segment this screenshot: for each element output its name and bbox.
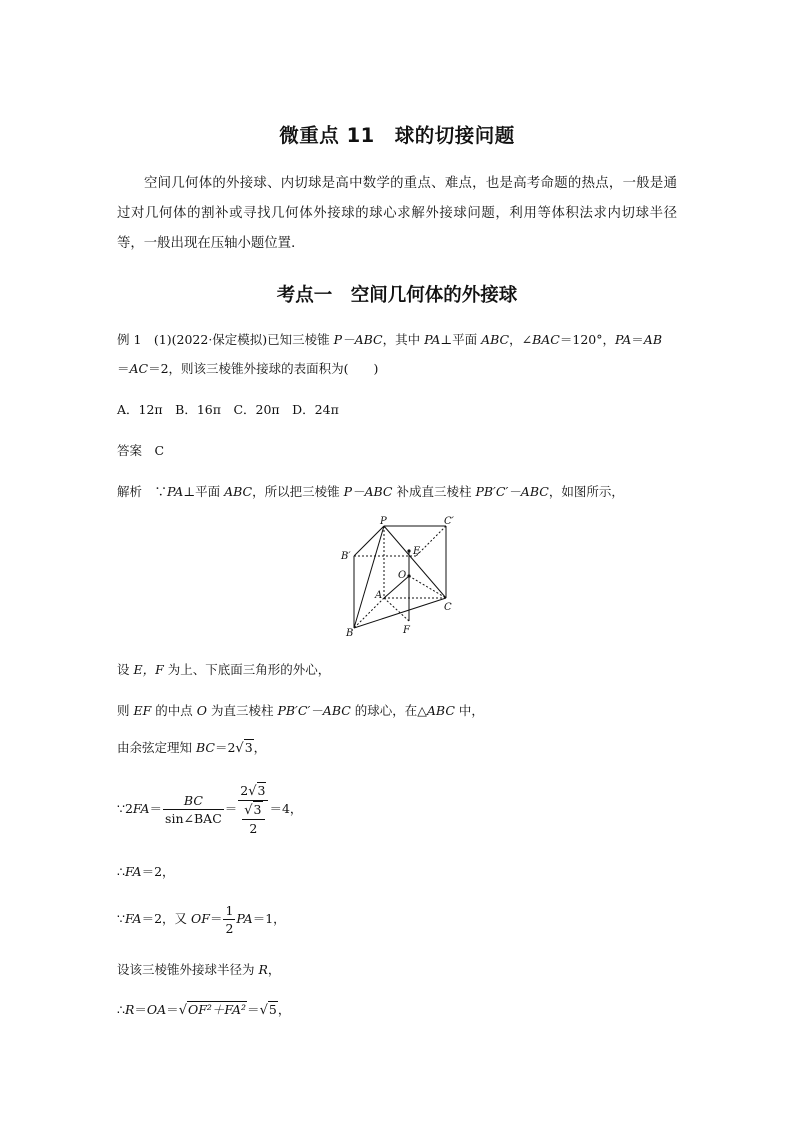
solution-line-8 (117, 960, 280, 978)
answer-label: 答案 (117, 443, 143, 458)
math-ef: EF (133, 703, 152, 718)
label-a: A (375, 590, 383, 601)
text: ， (253, 740, 267, 755)
solution-line-7 (117, 902, 286, 937)
text: 的球心，在△ (350, 703, 427, 718)
math-abc: ABC (426, 703, 455, 718)
math-pabc: P－ABC (333, 332, 383, 347)
text: 的中点 (151, 703, 197, 718)
text: 中， (454, 703, 484, 718)
solution-line-1 (117, 482, 624, 500)
fraction-inner (242, 801, 264, 837)
prism-figure (336, 516, 462, 640)
page-title: 微重点 11 球的切接问题 (279, 124, 515, 147)
fraction-numerator (238, 782, 268, 801)
math-oa: OA (146, 1002, 167, 1017)
fraction-denominator: sin∠BAC (165, 811, 222, 826)
text: ＝1， (252, 911, 286, 926)
sqrt-radicand: 5 (268, 1002, 277, 1017)
math-pa: PA (236, 911, 253, 926)
sqrt-radicand: 3 (257, 783, 266, 798)
text: ，其中 (382, 332, 425, 347)
fraction-complex (238, 782, 268, 837)
text: ，∠ (509, 332, 533, 347)
text: ＝2， (141, 864, 175, 879)
text: ⊥平面 (183, 484, 225, 499)
text: ∴ (117, 1002, 125, 1017)
text: ∴ (117, 864, 125, 879)
math-prism: PB′C′－ABC (277, 703, 351, 718)
text: 为直三棱柱 (207, 703, 278, 718)
answer-value: C (154, 443, 165, 458)
math-abc: ABC (224, 484, 253, 499)
math-fa: FA (124, 864, 142, 879)
text: ＝ (209, 911, 223, 926)
math-abc: ABC (481, 332, 510, 347)
label-c: C (444, 602, 452, 613)
text: ＝4， (269, 801, 303, 816)
solution-line-5 (117, 782, 302, 837)
point-o (407, 574, 410, 577)
solution-label: 解析 (117, 484, 143, 499)
solution-line-9 (117, 1000, 290, 1018)
solution-line-6 (117, 862, 175, 880)
math-bc: BC (195, 740, 215, 755)
sqrt-symbol: √ (178, 1003, 187, 1018)
text: 设该三棱锥外接球半径为 (117, 962, 259, 977)
sqrt-symbol: √ (244, 803, 253, 818)
sqrt-radicand: 3 (244, 740, 253, 755)
solution-line-4 (117, 738, 266, 756)
math-r: R (258, 962, 268, 977)
text: ＝ (134, 1002, 147, 1017)
label-f: F (403, 625, 410, 636)
text: ∵ (154, 484, 168, 499)
text: ＝ (117, 361, 130, 376)
example-line-2 (117, 359, 378, 377)
label-b: B (346, 628, 354, 639)
text: ＝2 (214, 740, 236, 755)
math-pa: PA (424, 332, 441, 347)
text: ， (267, 962, 281, 977)
math-ab: AB (643, 332, 663, 347)
math-of: OF (191, 911, 210, 926)
text: 设 (117, 662, 134, 677)
text: ＝120°， (559, 332, 615, 347)
text: ＝2，又 (141, 911, 192, 926)
fraction-denominator: 2 (249, 821, 258, 836)
sqrt-symbol: √ (259, 1003, 268, 1018)
math-o: O (196, 703, 207, 718)
math-r: R (124, 1002, 135, 1017)
text: ＝ (149, 801, 163, 816)
text: ＝ (224, 801, 238, 816)
text: ⊥平面 (440, 332, 482, 347)
text: ∵2 (117, 801, 133, 816)
sqrt-radicand: OF²＋FA² (187, 1002, 247, 1017)
fraction-bc-sin (163, 792, 224, 827)
math-pa: PA (167, 484, 184, 499)
math-fa: FA (124, 911, 142, 926)
text: ＝ (631, 332, 644, 347)
math-pa: PA (614, 332, 632, 347)
sqrt-symbol: √ (248, 784, 257, 799)
text: ，如图所示， (548, 484, 624, 499)
intro-paragraph: 空间几何体的外接球、内切球是高中数学的重点、难点，也是高考命题的热点，一般是通过对几何体的割补或寻找几何体外接球的球心求解外接球问题，利用等体积法求内切球半径等，一般出现在压轴小题位置． (117, 176, 677, 251)
text: ∵ (117, 911, 125, 926)
text: ＝ (166, 1002, 179, 1017)
section-title: 考点一 空间几何体的外接球 (276, 285, 518, 306)
answer-options: A．12π B．16π C．20π D．24π (117, 402, 339, 417)
answer-line (117, 441, 164, 459)
text: ＝ (247, 1002, 260, 1017)
example-prefix: 例 1 (1)(2022·保定模拟)已知三棱锥 (117, 332, 334, 347)
math-bac: BAC (532, 332, 560, 347)
text: ， (277, 1002, 291, 1017)
point-e (407, 549, 410, 552)
fraction-numerator: BC (163, 792, 224, 810)
text: 为上、下底面三角形的外心， (163, 662, 331, 677)
text: ＝2，则该三棱锥外接球的表面积为( ) (148, 361, 379, 376)
fraction-denominator (238, 801, 268, 837)
fraction-half (223, 902, 235, 937)
text: 由余弦定理知 (117, 740, 196, 755)
fraction-denominator: 2 (225, 921, 234, 936)
math-ac: AC (129, 361, 149, 376)
math-pabc: P－ABC (343, 484, 393, 499)
label-e: E (413, 546, 421, 557)
text: 补成直三棱柱 (392, 484, 476, 499)
example-line-1 (117, 330, 662, 348)
label-b1: B′ (341, 551, 351, 562)
math-ef: E，F (133, 662, 164, 677)
fraction-numerator (242, 801, 264, 820)
text: ，所以把三棱锥 (252, 484, 344, 499)
label-c1: C′ (444, 516, 454, 527)
solution-line-2 (117, 660, 330, 678)
label-o: O (398, 570, 407, 581)
text: 则 (117, 703, 134, 718)
text: 2 (240, 783, 249, 798)
sqrt-radicand: 3 (253, 802, 262, 817)
sqrt-symbol: √ (235, 741, 244, 756)
solution-line-3 (117, 701, 484, 719)
fraction-numerator: 1 (225, 903, 234, 918)
math-prism: PB′C′－ABC (475, 484, 549, 499)
math-fa: FA (132, 801, 150, 816)
label-p: P (380, 516, 387, 527)
